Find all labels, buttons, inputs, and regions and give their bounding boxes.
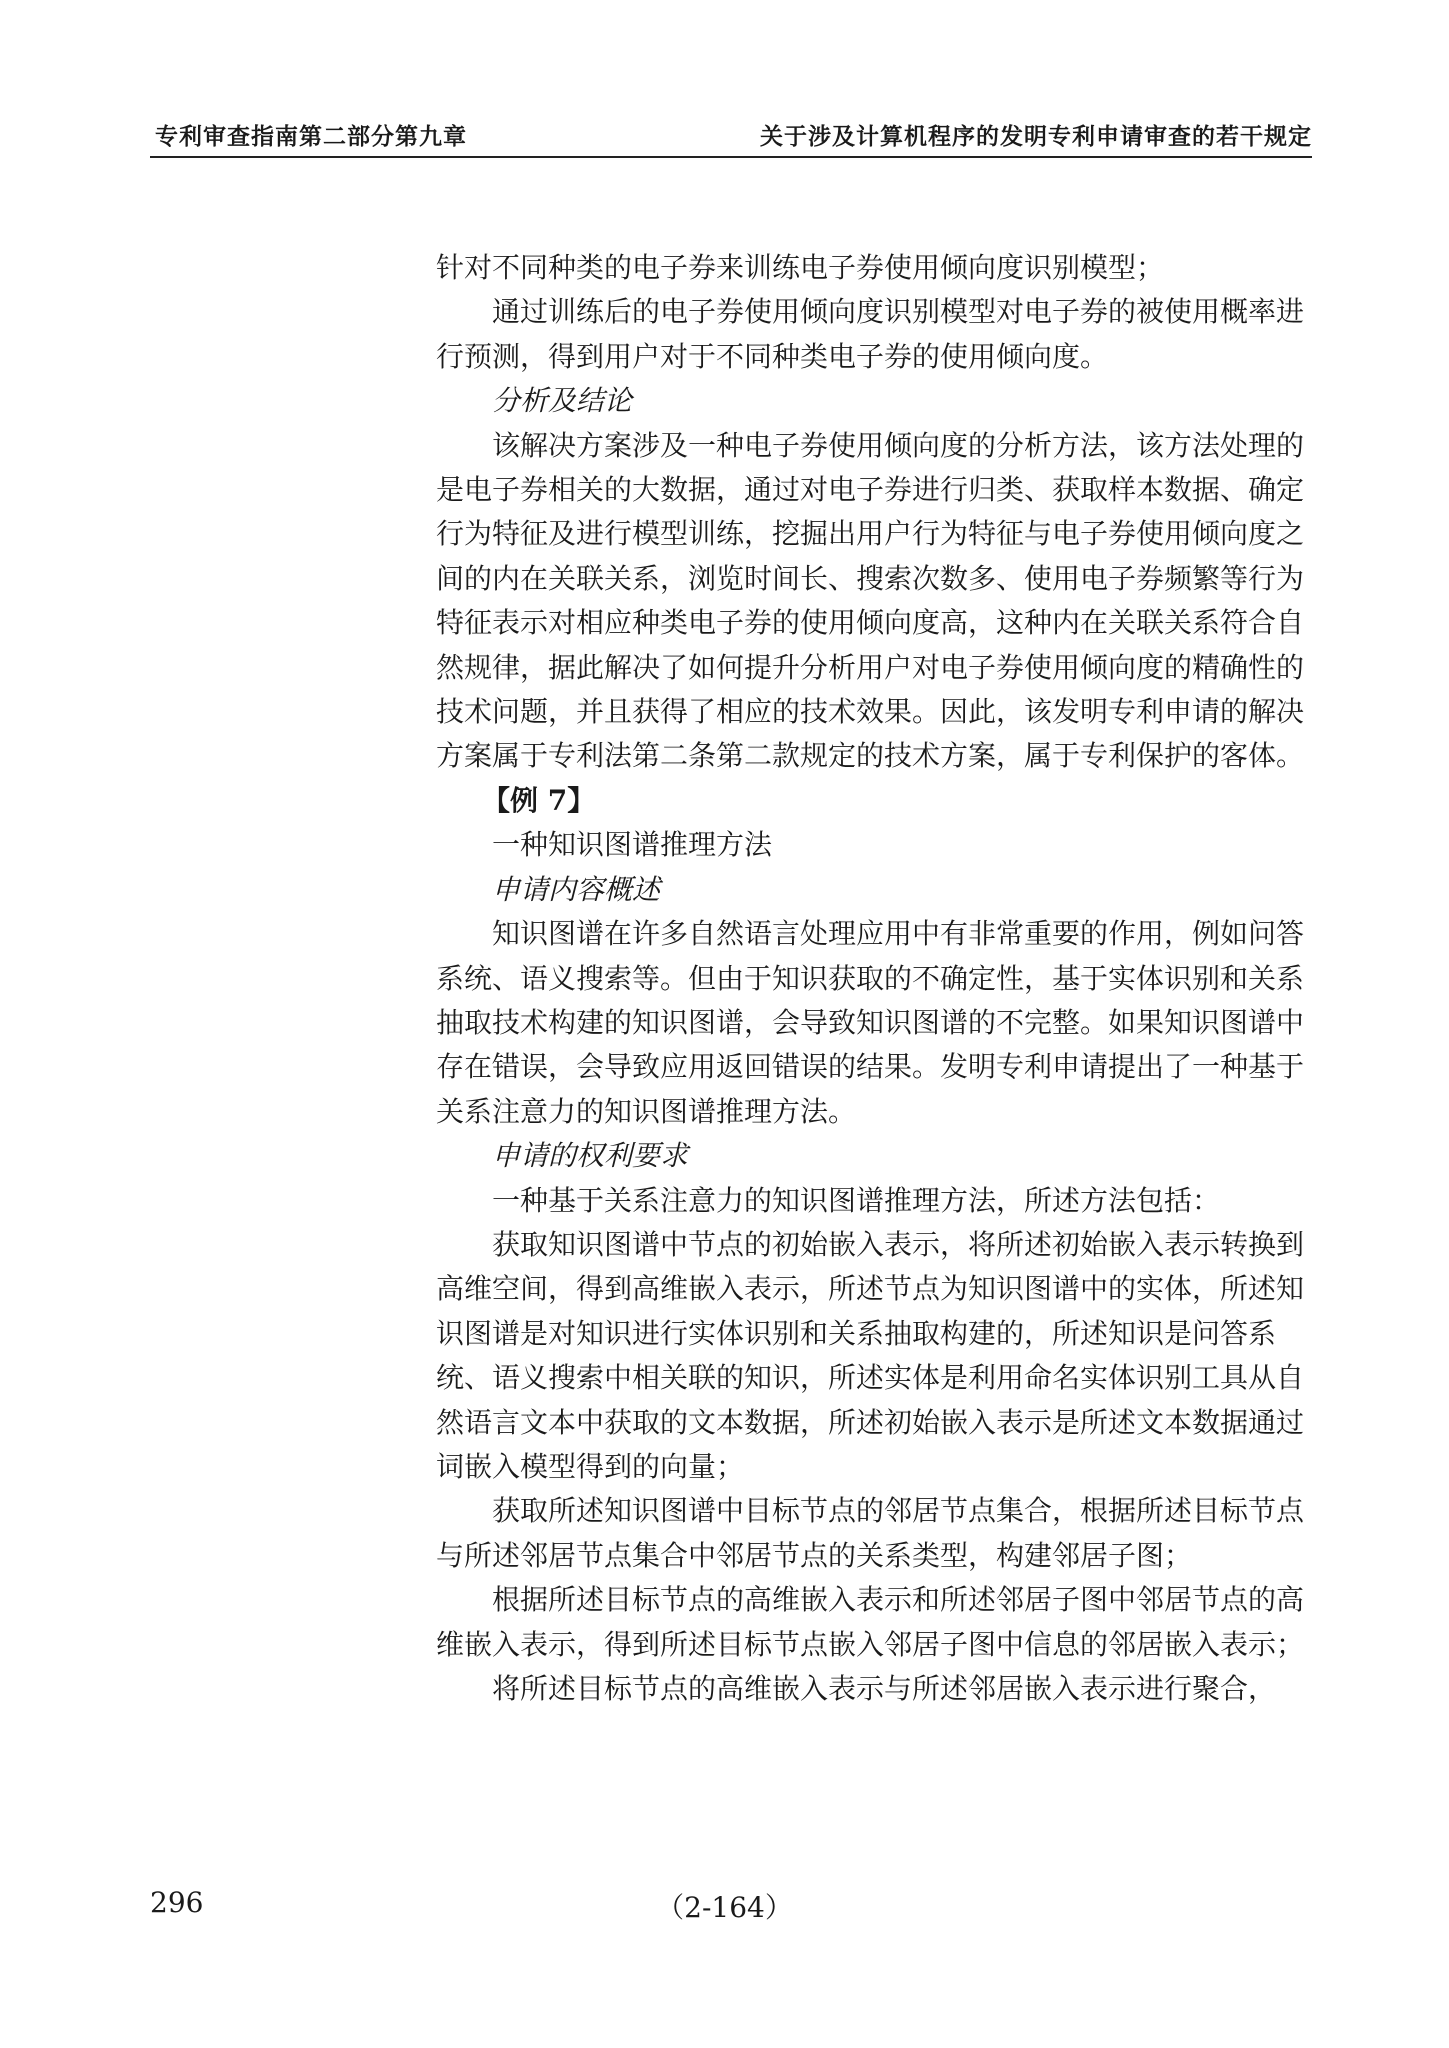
subheading-summary: 申请内容概述 — [492, 872, 661, 906]
paragraph: 根据所述目标节点的高维嵌入表示和所述邻居子图中邻居节点的高维嵌入表示，得到所述目标节点嵌入邻居子图中信息的邻居嵌入表示； — [436, 1583, 1305, 1661]
subheading-analysis: 分析及结论 — [492, 384, 633, 418]
paragraph: 通过训练后的电子券使用倾向度识别模型对电子券的被使用概率进行预测，得到用户对于不同种类电子券的使用倾向度。 — [436, 295, 1305, 373]
header-chapter: 专利审查指南第二部分第九章 — [155, 124, 467, 150]
paragraph: 该解决方案涉及一种电子券使用倾向度的分析方法，该方法处理的是电子券相关的大数据，通过对电子券进行归类、获取样本数据、确定行为特征及进行模型训练，挖掘出用户行为特征与电子券使用倾向度之间的内在关联关系，浏览时间长、搜索次数多、使用电子券频繁等行为特征表示对相应种类电子券的使用倾向度高，这种内在关联关系符合自然规律，据此解决了如何提升分析用户对电子券使用倾向度的精确性的技术问题，并且获得了相应的技术效果。因此，该发明专利申请的解决方案属于专利法第二条第二款规定的技术方案，属于专利保护的客体。 — [436, 428, 1305, 773]
paragraph: 获取所述知识图谱中目标节点的邻居节点集合，根据所述目标节点与所述邻居节点集合中邻居节点的关系类型，构建邻居子图； — [436, 1494, 1305, 1572]
page-body — [436, 246, 1316, 1711]
paragraph: 将所述目标节点的高维嵌入表示与所述邻居嵌入表示进行聚合， — [492, 1672, 1277, 1705]
paragraph: 一种基于关系注意力的知识图谱推理方法，所述方法包括： — [492, 1183, 1221, 1217]
example-title: 一种知识图谱推理方法 — [492, 828, 773, 862]
subheading-claims: 申请的权利要求 — [492, 1139, 689, 1173]
page-number: 296 — [150, 1886, 204, 1919]
paragraph: 针对不同种类的电子券来训练电子券使用倾向度识别模型； — [436, 251, 1165, 284]
running-header — [150, 118, 1312, 158]
page-reference: （2-164） — [656, 1891, 793, 1924]
paragraph: 知识图谱在许多自然语言处理应用中有非常重要的作用，例如问答系统、语义搜索等。但由于知识获取的不确定性，基于实体识别和关系抽取技术构建的知识图谱，会导致知识图谱的不完整。如果知识图谱中存在错误，会导致应用返回错误的结果。发明专利申请提出了一种基于关系注意力的知识图谱推理方法。 — [436, 917, 1305, 1128]
paragraph: 获取知识图谱中节点的初始嵌入表示，将所述初始嵌入表示转换到高维空间，得到高维嵌入表示，所述节点为知识图谱中的实体，所述知识图谱是对知识进行实体识别和关系抽取构建的，所述知识是问答系统、语义搜索中相关联的知识，所述实体是利用命名实体识别工具从自然语言文本中获取的文本数据，所述初始嵌入表示是所述文本数据通过词嵌入模型得到的向量； — [436, 1227, 1305, 1483]
header-section-title: 关于涉及计算机程序的发明专利申请审查的若干规定 — [760, 124, 1312, 150]
example-label: 【例 7】 — [482, 783, 596, 817]
